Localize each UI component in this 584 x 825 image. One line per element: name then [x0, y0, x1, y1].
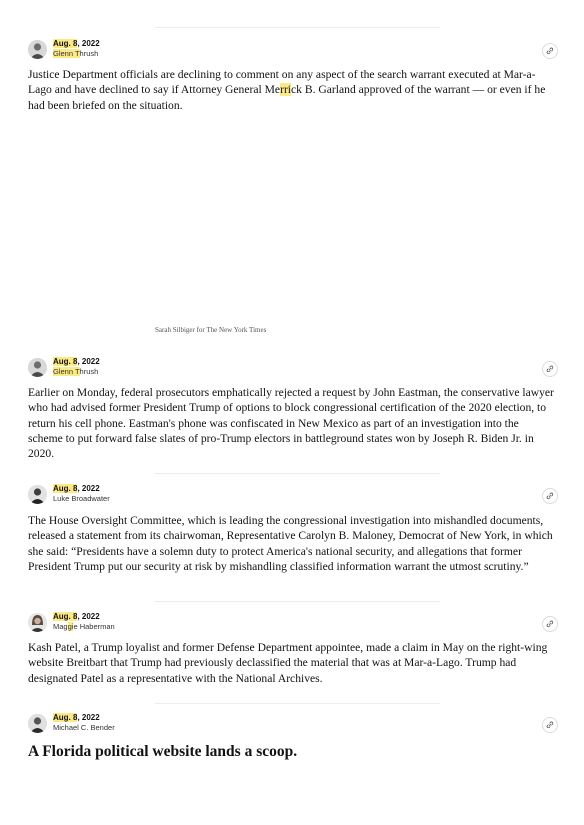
byline: [28, 610, 115, 634]
post-divider: [155, 601, 440, 602]
post-date: Aug. 8, 2022: [53, 39, 100, 48]
post-text: Earlier on Monday, federal prosecutors emphatically rejected a request by John Eastman, the conservative lawyer who had advised former President Trump of options to block congressional certification of the 2020 election, to return his cell phone. Eastman's phone was confiscated in New Mexico as part of an investigation into the scheme to put forward false slates of pro-Trump electors in battleground states won by Joseph R. Biden Jr. in 2020.: [28, 386, 554, 461]
post-date: Aug. 8, 2022: [53, 484, 100, 493]
author-avatar[interactable]: [28, 714, 47, 733]
post-headline: A Florida political website lands a scoop.: [28, 743, 298, 760]
author-avatar[interactable]: [28, 485, 47, 504]
post-text: Kash Patel, a Trump loyalist and former Defense Department appointee, made a claim in May on the right-wing website Breitbart that Trump had previously declassified the material that was at Mar-a-Lago. Trump had designated Patel as a representative with the National Archives.: [28, 641, 548, 685]
byline: [28, 355, 100, 379]
post-divider: [155, 27, 440, 28]
post-text: Justice Department officials are declining to comment on any aspect of the search warrant executed at Mar-a-Lago and have declined to say if Attorney General Merrick B. Garland approved of the warrant — or even if he had been briefed on the situation.: [28, 68, 546, 112]
author-name[interactable]: Maggie Haberman: [53, 622, 115, 631]
author-name[interactable]: Glenn Thrush: [53, 367, 99, 376]
post-date: Aug. 8, 2022: [53, 357, 100, 366]
link-icon[interactable]: [542, 717, 558, 733]
author-name[interactable]: Glenn Thrush: [53, 49, 99, 58]
author-name[interactable]: Michael C. Bender: [53, 723, 115, 732]
link-icon[interactable]: [542, 488, 558, 504]
post-text: The House Oversight Committee, which is leading the congressional investigation into mishandled documents, released a statement from its chairwoman, Representative Carolyn B. Maloney, Democrat of New York, in which she said: “Presidents have a solemn duty to protect America's national security, and allegations that former President Trump put our security at risk by mishandling classified information warrant the utmost scrutiny.”: [28, 514, 553, 573]
byline: [28, 711, 115, 735]
photo: [28, 161, 556, 357]
post-date: Aug. 8, 2022: [53, 612, 100, 621]
link-icon[interactable]: [542, 361, 558, 377]
author-avatar[interactable]: [28, 40, 47, 59]
byline: [28, 482, 110, 506]
post-divider: [155, 473, 440, 474]
link-icon[interactable]: [542, 616, 558, 632]
link-icon[interactable]: [542, 43, 558, 59]
photo-caption: Sarah Silbiger for The New York Times: [155, 326, 267, 334]
author-name[interactable]: Luke Broadwater: [53, 494, 110, 503]
author-avatar[interactable]: [28, 358, 47, 377]
author-avatar[interactable]: [28, 613, 47, 632]
post-date: Aug. 8, 2022: [53, 713, 100, 722]
byline: [28, 37, 100, 61]
post-divider: [155, 703, 440, 704]
